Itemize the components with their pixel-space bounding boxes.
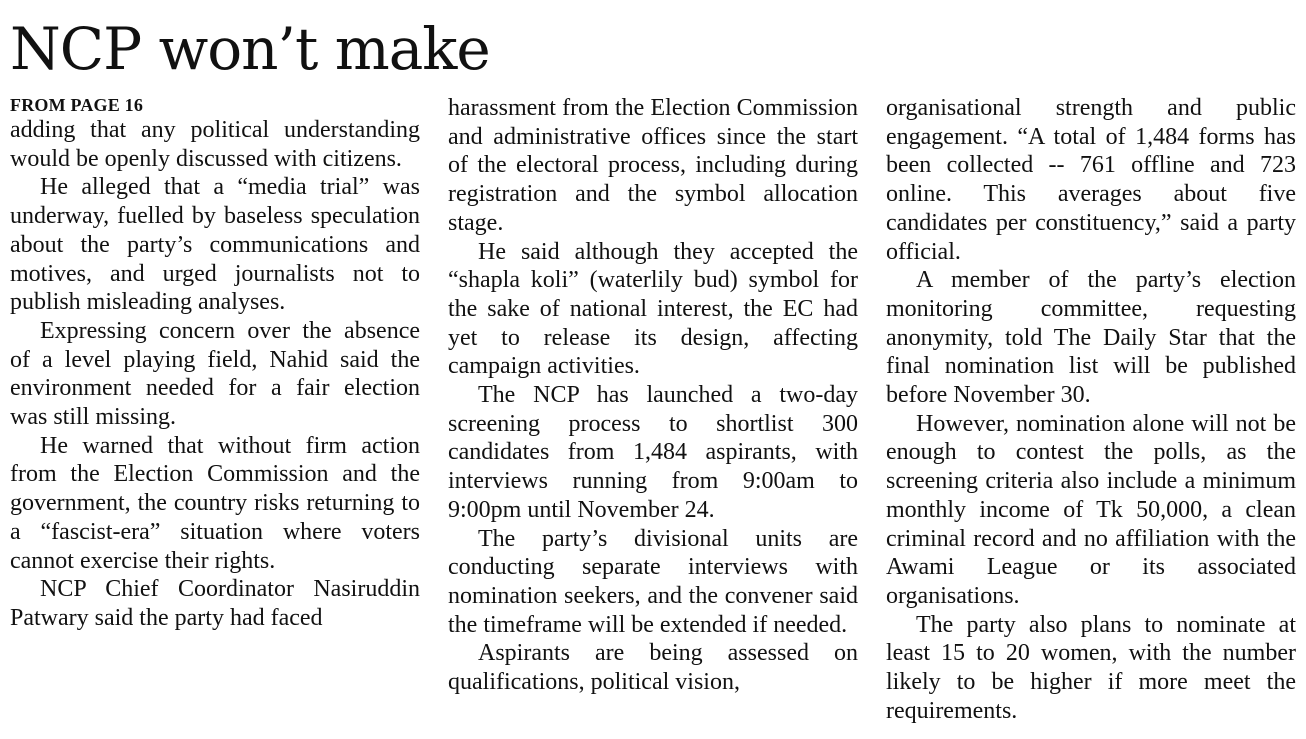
paragraph: The party’s divisional units are conducting separate interviews with nomination seekers, and the convener said the timeframe will be extended if needed.	[448, 525, 858, 638]
article-column-2	[448, 94, 858, 697]
paragraph: Aspirants are being assessed on qualifications, political vision,	[448, 640, 858, 696]
paragraph: NCP Chief Coordinator Nasiruddin Patwary said the party had faced	[10, 576, 420, 631]
paragraph: adding that any political understanding would be openly discussed with citizens.	[10, 117, 420, 172]
headline: NCP won’t make	[10, 15, 490, 83]
article-column-3	[886, 94, 1296, 725]
paragraph: However, nomination alone will not be enough to contest the polls, as the screening criteria also include a minimum monthly income of Tk 50,000, a clean criminal record and no affiliation with the Awami League or its associated organisations.	[886, 410, 1296, 609]
paragraph: He said although they accepted the “shapla koli” (waterlily bud) symbol for the sake of national interest, the EC had yet to release its design, affecting campaign activities.	[448, 238, 858, 380]
article-column-1	[10, 94, 420, 633]
paragraph: He alleged that a “media trial” was underway, fuelled by baseless speculation about the party’s communications and motives, and urged journalists not to publish misleading analyses.	[10, 174, 420, 316]
paragraph: organisational strength and public engagement. “A total of 1,484 forms has been collected -- 761 offline and 723 online. This averages about five candidates per constituency,” said a party official.	[886, 95, 1296, 265]
paragraph: The NCP has launched a two-day screening process to shortlist 300 candidates from 1,484 aspirants, with interviews running from 9:00am to 9:00pm until November 24.	[448, 382, 858, 523]
paragraph: A member of the party’s election monitoring committee, requesting anonymity, told The Daily Star that the final nomination list will be published before November 30.	[886, 267, 1296, 409]
jump-line: FROM PAGE 16	[10, 95, 144, 115]
paragraph: Expressing concern over the absence of a level playing field, Nahid said the environment needed for a fair election was still missing.	[10, 317, 420, 431]
paragraph: He warned that without firm action from the Election Commission and the government, the country risks returning to a “fascist-era” situation where voters cannot exercise their rights.	[10, 432, 420, 574]
paragraph: harassment from the Election Commission and administrative offices since the start of the electoral process, including during registration and the symbol allocation stage.	[448, 95, 858, 236]
paragraph: The party also plans to nominate at least 15 to 20 women, with the number likely to be higher if more meet the requirements.	[886, 611, 1296, 724]
